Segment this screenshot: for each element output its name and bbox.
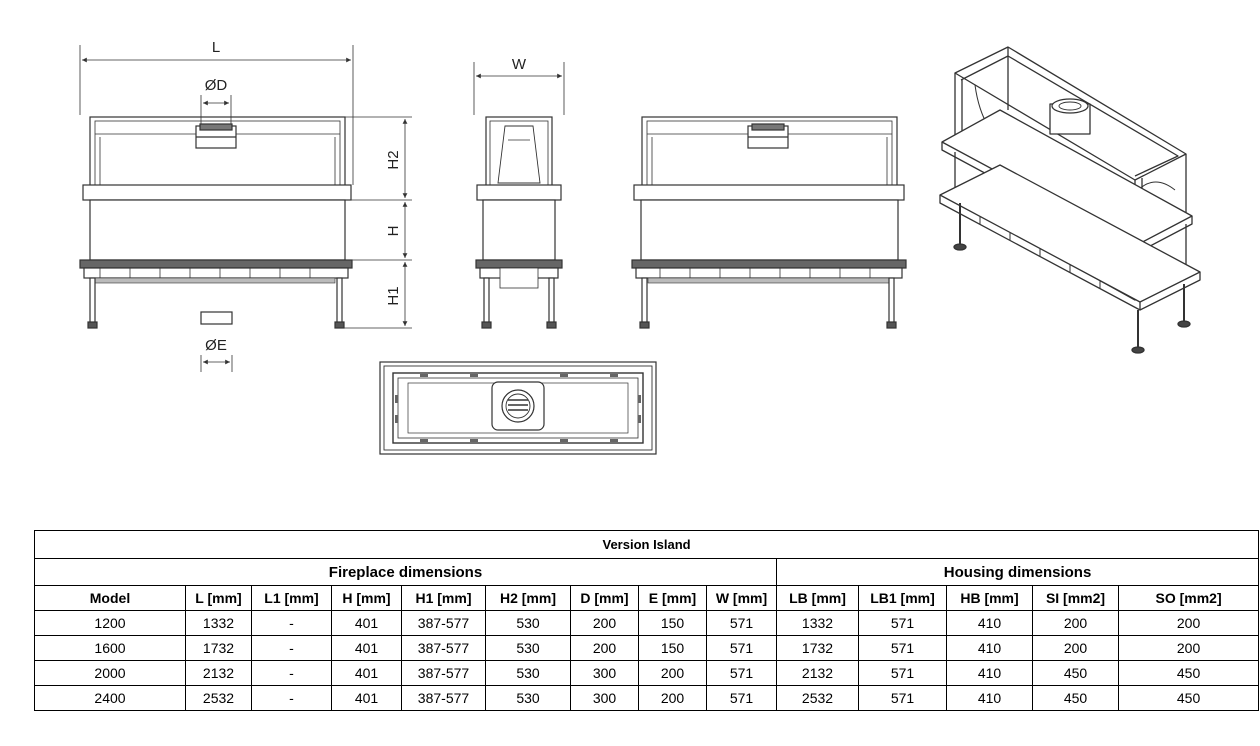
table-cell: 2532 <box>186 686 252 711</box>
table-cell: 410 <box>947 636 1033 661</box>
table-cell: 1332 <box>186 611 252 636</box>
table-row <box>35 686 1259 711</box>
table-cell: 450 <box>1033 661 1119 686</box>
table-cell: 530 <box>486 636 571 661</box>
table-cell: 571 <box>707 611 777 636</box>
column-header: SO [mm2] <box>1119 586 1259 611</box>
table-cell: 450 <box>1119 686 1259 711</box>
column-header: W [mm] <box>707 586 777 611</box>
dim-label-H: H <box>385 225 402 237</box>
table-cell: 1200 <box>35 611 186 636</box>
table-cell: 1732 <box>777 636 859 661</box>
table-cell: 387-577 <box>402 661 486 686</box>
isometric-view <box>940 47 1200 353</box>
table-cell: 200 <box>1119 611 1259 636</box>
table-cell: 150 <box>639 636 707 661</box>
fireplace-dimensions-header: Fireplace dimensions <box>35 559 777 586</box>
dim-label-H2: H2 <box>385 150 402 170</box>
dim-label-H1: H1 <box>385 286 402 306</box>
table-cell: 2400 <box>35 686 186 711</box>
table-cell: - <box>252 636 332 661</box>
column-header: HB [mm] <box>947 586 1033 611</box>
table-cell: 2132 <box>186 661 252 686</box>
table-cell: 450 <box>1119 661 1259 686</box>
table-cell: 200 <box>1119 636 1259 661</box>
column-header: D [mm] <box>571 586 639 611</box>
table-cell: 200 <box>1033 636 1119 661</box>
table-cell: 1732 <box>186 636 252 661</box>
table-cell: 410 <box>947 661 1033 686</box>
column-header: E [mm] <box>639 586 707 611</box>
column-header: LB1 [mm] <box>859 586 947 611</box>
table-cell: 200 <box>639 686 707 711</box>
table-cell: 450 <box>1033 686 1119 711</box>
housing-dimensions-header: Housing dimensions <box>777 559 1259 586</box>
table-cell: 401 <box>332 661 402 686</box>
table-cell: 2532 <box>777 686 859 711</box>
table-cell: 571 <box>859 636 947 661</box>
column-header: LB [mm] <box>777 586 859 611</box>
table-cell: - <box>252 611 332 636</box>
table-cell: 401 <box>332 686 402 711</box>
column-header: Model <box>35 586 186 611</box>
table-cell: 387-577 <box>402 611 486 636</box>
table-cell: 150 <box>639 611 707 636</box>
top-view <box>380 362 656 454</box>
table-cell: 387-577 <box>402 636 486 661</box>
dim-label-D: ØD <box>204 77 228 94</box>
table-cell: 300 <box>571 661 639 686</box>
table-cell: 200 <box>639 661 707 686</box>
column-header: H [mm] <box>332 586 402 611</box>
dimensions-table <box>34 530 1259 711</box>
table-cell: 571 <box>707 661 777 686</box>
table-cell: 571 <box>707 686 777 711</box>
table-cell: 200 <box>571 611 639 636</box>
table-cell: 200 <box>571 636 639 661</box>
table-cell: 571 <box>859 611 947 636</box>
table-cell: 410 <box>947 611 1033 636</box>
table-cell: 530 <box>486 661 571 686</box>
column-header: L1 [mm] <box>252 586 332 611</box>
table-cell: 401 <box>332 611 402 636</box>
table-row <box>35 661 1259 686</box>
column-header: H2 [mm] <box>486 586 571 611</box>
table-cell: 571 <box>859 661 947 686</box>
rear-view <box>632 117 906 328</box>
table-title: Version Island <box>35 531 1259 559</box>
column-header: SI [mm2] <box>1033 586 1119 611</box>
dim-label-E: ØE <box>205 337 227 354</box>
table-cell: 410 <box>947 686 1033 711</box>
table-cell: 2000 <box>35 661 186 686</box>
table-cell: 530 <box>486 611 571 636</box>
table-cell: 300 <box>571 686 639 711</box>
table-cell: 1600 <box>35 636 186 661</box>
table-body <box>35 611 1259 711</box>
table-cell: - <box>252 661 332 686</box>
table-cell: - <box>252 686 332 711</box>
table-cell: 571 <box>859 686 947 711</box>
dim-label-W: W <box>511 56 527 73</box>
column-header: H1 [mm] <box>402 586 486 611</box>
front-view <box>80 45 412 372</box>
dim-label-L: L <box>211 39 221 56</box>
table-cell: 200 <box>1033 611 1119 636</box>
table-cell: 387-577 <box>402 686 486 711</box>
table-cell: 401 <box>332 636 402 661</box>
table-row <box>35 636 1259 661</box>
table-cell: 571 <box>707 636 777 661</box>
table-row <box>35 611 1259 636</box>
column-header-row <box>35 586 1259 611</box>
table-cell: 2132 <box>777 661 859 686</box>
side-view <box>474 62 564 328</box>
table-cell: 530 <box>486 686 571 711</box>
column-header: L [mm] <box>186 586 252 611</box>
table-cell: 1332 <box>777 611 859 636</box>
